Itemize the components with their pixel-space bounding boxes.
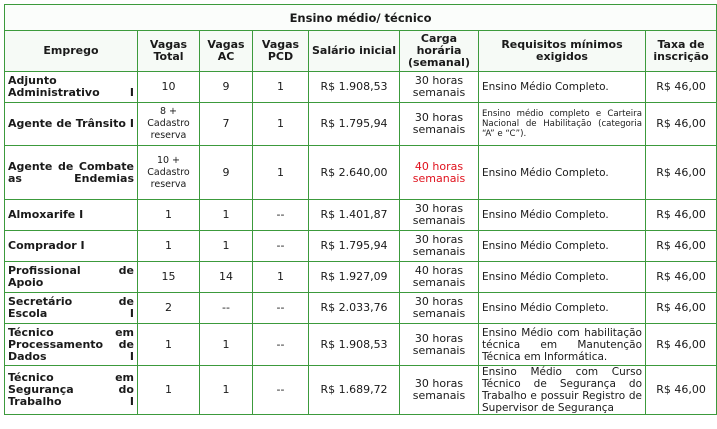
table-row	[5, 293, 717, 324]
table-row	[5, 146, 717, 200]
row-requisitos: Ensino Médio Completo.	[479, 72, 646, 103]
header-taxa: Taxa de inscrição	[646, 31, 717, 72]
row-vagas-total: 1	[138, 200, 200, 231]
header-vagas-pcd: Vagas PCD	[253, 31, 309, 72]
row-vagas-total: 2	[138, 293, 200, 324]
table-row	[5, 262, 717, 293]
row-vagas-ac: 1	[200, 324, 253, 366]
row-emprego: Técnico em Segurança do Trabalho I	[5, 366, 138, 415]
row-salario: R$ 1.795,94	[309, 231, 400, 262]
row-requisitos: Ensino Médio Completo.	[479, 146, 646, 200]
table-row	[5, 231, 717, 262]
row-carga: 30 horas semanais	[400, 366, 479, 415]
table-row	[5, 103, 717, 146]
row-requisitos: Ensino médio completo e Carteira Nacional de Habilitação (categoria “A” e “C”).	[479, 103, 646, 146]
row-emprego: Profissional de Apoio	[5, 262, 138, 293]
row-vagas-pcd: 1	[253, 103, 309, 146]
table-row	[5, 366, 717, 415]
header-carga: Carga horária (semanal)	[400, 31, 479, 72]
row-emprego: Adjunto Administrativo I	[5, 72, 138, 103]
header-emprego: Emprego	[5, 31, 138, 72]
row-emprego: Agente de Combate as Endemias	[5, 146, 138, 200]
row-salario: R$ 2.033,76	[309, 293, 400, 324]
row-emprego: Agente de Trânsito I	[5, 103, 138, 146]
row-requisitos: Ensino Médio Completo.	[479, 262, 646, 293]
row-vagas-pcd: --	[253, 231, 309, 262]
row-carga: 40 horas semanais	[400, 146, 479, 200]
row-vagas-ac: 9	[200, 72, 253, 103]
row-requisitos: Ensino Médio Completo.	[479, 293, 646, 324]
row-vagas-pcd: --	[253, 366, 309, 415]
row-vagas-pcd: 1	[253, 146, 309, 200]
header-salario: Salário inicial	[309, 31, 400, 72]
row-vagas-pcd: --	[253, 324, 309, 366]
row-emprego: Comprador I	[5, 231, 138, 262]
table-row	[5, 324, 717, 366]
row-vagas-ac: 14	[200, 262, 253, 293]
row-vagas-pcd: 1	[253, 262, 309, 293]
table-row	[5, 72, 717, 103]
row-vagas-ac: 1	[200, 200, 253, 231]
row-taxa: R$ 46,00	[646, 366, 717, 415]
row-vagas-ac: 1	[200, 366, 253, 415]
row-taxa: R$ 46,00	[646, 72, 717, 103]
row-vagas-ac: --	[200, 293, 253, 324]
row-vagas-pcd: --	[253, 293, 309, 324]
row-vagas-total: 15	[138, 262, 200, 293]
row-carga: 30 horas semanais	[400, 103, 479, 146]
row-salario: R$ 1.689,72	[309, 366, 400, 415]
row-salario: R$ 1.908,53	[309, 72, 400, 103]
row-requisitos: Ensino Médio com Curso Técnico de Segurança do Trabalho e possuir Registro de Supervisor de Segurança	[479, 366, 646, 415]
row-vagas-ac: 9	[200, 146, 253, 200]
row-vagas-pcd: --	[253, 200, 309, 231]
row-requisitos: Ensino Médio Completo.	[479, 231, 646, 262]
row-taxa: R$ 46,00	[646, 103, 717, 146]
row-vagas-total: 8 + Cadastro reserva	[138, 103, 200, 146]
row-salario: R$ 2.640,00	[309, 146, 400, 200]
row-emprego: Almoxarife I	[5, 200, 138, 231]
row-carga: 40 horas semanais	[400, 262, 479, 293]
row-taxa: R$ 46,00	[646, 200, 717, 231]
row-carga: 30 horas semanais	[400, 231, 479, 262]
header-vagas-total: Vagas Total	[138, 31, 200, 72]
row-salario: R$ 1.401,87	[309, 200, 400, 231]
row-taxa: R$ 46,00	[646, 324, 717, 366]
row-salario: R$ 1.795,94	[309, 103, 400, 146]
row-taxa: R$ 46,00	[646, 262, 717, 293]
row-vagas-ac: 7	[200, 103, 253, 146]
row-carga: 30 horas semanais	[400, 293, 479, 324]
row-requisitos: Ensino Médio Completo.	[479, 200, 646, 231]
row-vagas-ac: 1	[200, 231, 253, 262]
row-vagas-total: 1	[138, 324, 200, 366]
row-salario: R$ 1.927,09	[309, 262, 400, 293]
table-row	[5, 200, 717, 231]
row-taxa: R$ 46,00	[646, 146, 717, 200]
header-vagas-ac: Vagas AC	[200, 31, 253, 72]
header-requisitos: Requisitos mínimos exigidos	[479, 31, 646, 72]
header-row	[5, 31, 717, 72]
row-vagas-total: 1	[138, 231, 200, 262]
row-vagas-total: 10	[138, 72, 200, 103]
table-title: Ensino médio/ técnico	[5, 5, 717, 31]
row-emprego: Técnico em Processamento de Dados I	[5, 324, 138, 366]
row-taxa: R$ 46,00	[646, 231, 717, 262]
row-taxa: R$ 46,00	[646, 293, 717, 324]
row-carga: 30 horas semanais	[400, 72, 479, 103]
row-vagas-total: 10 + Cadastro reserva	[138, 146, 200, 200]
row-carga: 30 horas semanais	[400, 200, 479, 231]
job-table	[4, 4, 717, 415]
row-carga: 30 horas semanais	[400, 324, 479, 366]
row-salario: R$ 1.908,53	[309, 324, 400, 366]
row-requisitos: Ensino Médio com habilitação técnica em Manutenção Técnica em Informática.	[479, 324, 646, 366]
row-vagas-pcd: 1	[253, 72, 309, 103]
row-emprego: Secretário de Escola I	[5, 293, 138, 324]
row-vagas-total: 1	[138, 366, 200, 415]
